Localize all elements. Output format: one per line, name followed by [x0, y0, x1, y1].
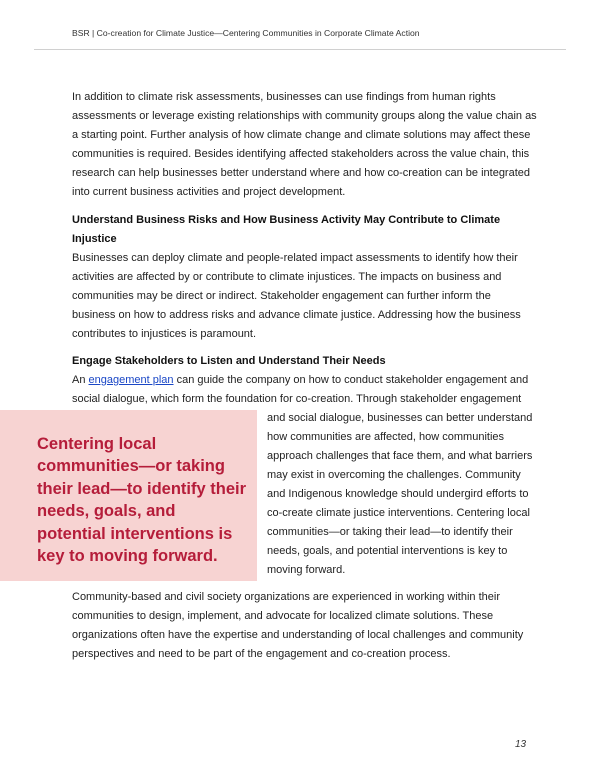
- intro-paragraph: In addition to climate risk assessments, businesses can use findings from human rights assessments or leverage existing relationships with community groups along the value chain as a starting point. Further analysis of how climate change and climate solutions may affect these communities is required. Besides identifying affected stakeholders across the value chain, this research can help businesses better understand where and how co-creation can be integrated into current business activities and project development.: [72, 91, 537, 198]
- closing-paragraph: Community-based and civil society organizations are experienced in working within their communities to design, implement, and advocate for localized climate solutions. These organizations often have the expertise and understanding of local challenges and community perspectives and need to be part of the engagement and co-creation process.: [72, 591, 524, 660]
- header-divider: [34, 49, 566, 50]
- engage-intro-paragraph: [72, 371, 537, 409]
- running-header: BSR | Co-creation for Climate Justice—Centering Communities in Corporate Climate Action: [72, 28, 420, 38]
- engage-continued-paragraph: and social dialogue, businesses can better understand how communities are affected, how communities approach challenges that face them, and what barriers may exist in overcoming the challenges. Community and Indigenous knowledge should undergird efforts to co-create climate justice interventions. Centering local communities—or taking their lead—to identify their needs, goals, and potential interventions is key to moving forward.: [267, 412, 533, 576]
- engage-intro-prefix: An: [72, 374, 89, 386]
- section-heading-engage-stakeholders: Engage Stakeholders to Listen and Understand Their Needs: [72, 355, 386, 367]
- engagement-plan-link[interactable]: engagement plan: [88, 374, 174, 386]
- pull-quote-text: Centering local communities—or taking their lead—to identify their needs, goals, and potential interventions is key to moving forward.: [37, 435, 247, 566]
- section-heading-business-risks: Understand Business Risks and How Business Activity May Contribute to Climate Injustice: [72, 214, 501, 245]
- business-risks-paragraph: Businesses can deploy climate and people-related impact assessments to identify how their activities are affected by or contribute to climate injustices. The impacts on business and communities may be direct or indirect. Stakeholder engagement can further inform the business on how to address risks and advance climate justice. Addressing how the business contributes to injustices is paramount.: [72, 252, 521, 340]
- engage-intro-suffix: can guide the company on how to conduct stakeholder engagement and social dialogue, which form the foundation for co-creation. Through stakeholder engagement: [72, 374, 529, 405]
- page-number: 13: [515, 739, 527, 750]
